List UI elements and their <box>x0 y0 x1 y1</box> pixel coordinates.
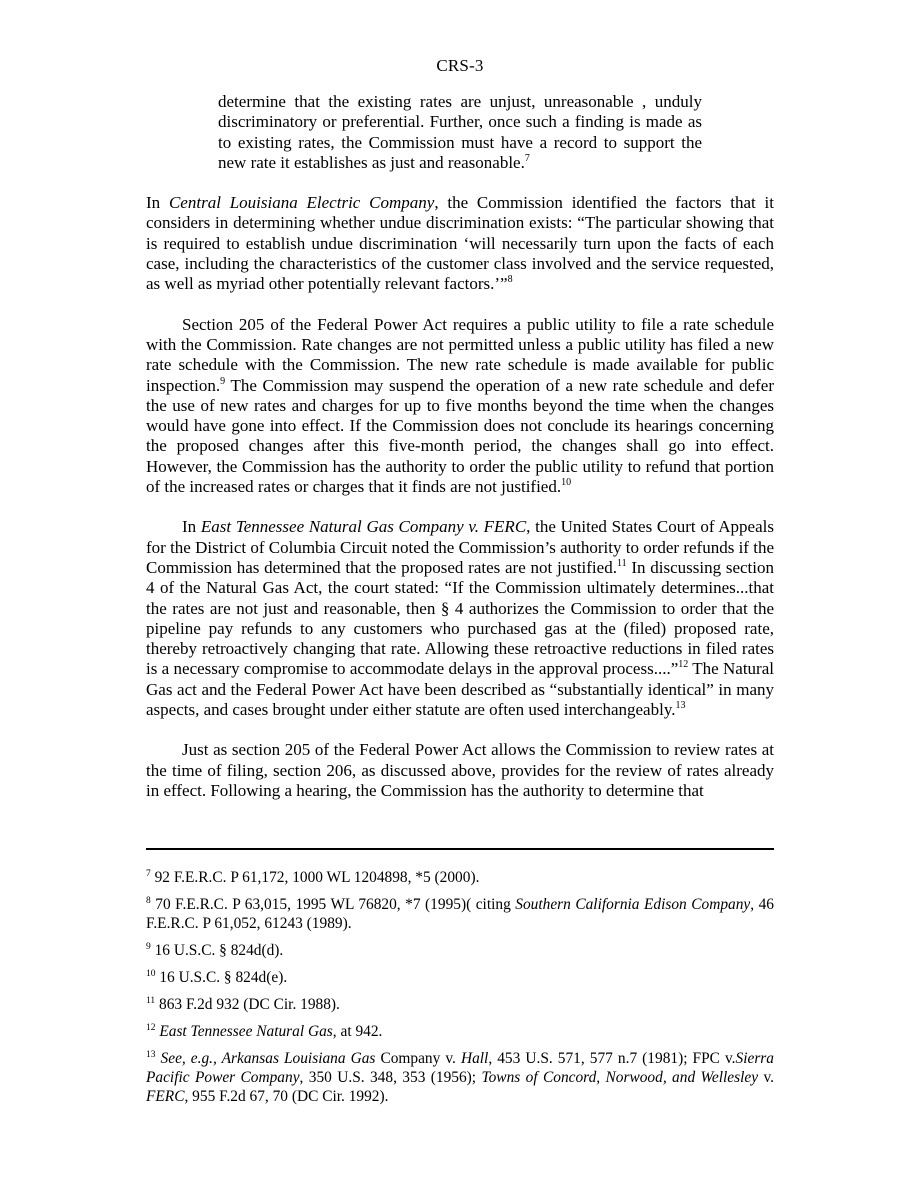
footnote-ref[interactable]: 10 <box>561 477 572 489</box>
main-body <box>146 92 774 801</box>
footnote-number: 9 <box>146 942 151 952</box>
footnote-ref[interactable]: 13 <box>675 700 686 712</box>
case-name: Sierra Pacific Power Company <box>146 1050 774 1086</box>
paragraph-text: In discussing section 4 of the Natural Gas Act, the court stated: “If the Commission ultimately determines...that the rates are not just and reasonable, then § 4 authorizes the Commission to order that the pipeline pay refunds to any customers who purchased gas at the (filed) proposed rate, thereby retroactively changing that rate. Allowing these retroactive reductions in filed rates is a necessary compromise to accommodate delays in the approval process....” <box>146 557 774 679</box>
footnote-number: 13 <box>146 1050 156 1060</box>
footnote-12 <box>146 1022 774 1041</box>
footnote-text: v. <box>758 1069 775 1086</box>
footnote-text: 16 U.S.C. § 824d(d). <box>150 942 284 959</box>
case-name: East Tennessee Natural Gas Company v. FERC <box>200 517 527 537</box>
footnote-ref[interactable]: 9 <box>220 375 226 387</box>
footnote-8 <box>146 895 774 933</box>
paragraph-text: The Commission may suspend the operation of a new rate schedule and defer the use of new rates and charges for up to five months beyond the time when the changes would have gone into effect. If the Commission does not conclude its hearings concerning the proposed changes after this five-month period, the changes shall go into effect. However, the Commission has the authority to order the public utility to refund that portion of the increased rates or charges that it finds are not justified. <box>146 375 774 497</box>
paragraph-central-louisiana <box>146 193 774 294</box>
paragraph-text: , the Commission identified the factors that it considers in determining whether undue discrimination exists: “The particular showing that is required to establish undue discrimination ‘will necessarily turn upon the facts of each case, including the characteristics of the customer class involved and the service requested, as well as myriad other potentially relevant factors.’” <box>146 193 774 294</box>
footnote-number: 7 <box>146 869 151 879</box>
case-name: Towns of Concord, Norwood, and Wellesley <box>481 1069 759 1086</box>
footnote-text: 92 F.E.R.C. P 61,172, 1000 WL 1204898, *5 (2000). <box>150 869 480 886</box>
footnote-text: , 350 U.S. 348, 353 (1956); <box>299 1069 482 1086</box>
footnote-ref[interactable]: 8 <box>507 274 513 286</box>
footnote-divider <box>146 848 774 850</box>
footnote-13 <box>146 1049 774 1106</box>
footnote-ref[interactable]: 7 <box>524 152 530 164</box>
footnote-ref[interactable]: 12 <box>678 659 689 671</box>
case-name: FERC <box>146 1088 185 1105</box>
paragraph-section-205 <box>146 315 774 498</box>
footnote-number: 10 <box>146 969 156 979</box>
footnotes <box>146 868 774 1114</box>
footnote-ref[interactable]: 11 <box>616 557 627 569</box>
footnote-11 <box>146 995 774 1014</box>
footnote-text: 863 F.2d 932 (DC Cir. 1988). <box>155 996 340 1013</box>
footnote-text: Company v. <box>375 1050 461 1067</box>
footnote-text: 70 F.E.R.C. P 63,015, 1995 WL 76820, *7 (1995)( citing <box>150 896 516 913</box>
paragraph-text: The Natural Gas act and the Federal Power Act have been described as “substantially identical” in many aspects, and cases brought under either statute are often used interchangeably. <box>146 659 774 720</box>
paragraph-section-206: Just as section 205 of the Federal Power Act allows the Commission to review rates at the time of filing, section 206, as discussed above, provides for the review of rates already in effect. Following a hearing, the Commission has the authority to determine that <box>146 740 774 800</box>
footnote-text: 16 U.S.C. § 824d(e). <box>155 969 288 986</box>
footnote-number: 8 <box>146 896 151 906</box>
case-name: Central Louisiana Electric Company <box>168 193 435 213</box>
block-quote <box>218 92 702 173</box>
paragraph-east-tennessee <box>146 517 774 720</box>
footnote-7 <box>146 868 774 887</box>
case-name: Southern California Edison Company <box>515 896 751 913</box>
footnote-10 <box>146 968 774 987</box>
paragraph-text: , the United States Court of Appeals for the District of Columbia Circuit noted the Commission’s authority to order refunds if the Commission has determined that the proposed rates are not justified. <box>146 517 774 577</box>
block-quote-text: determine that the existing rates are unjust, unreasonable , unduly discriminatory or preferential. Further, once such a finding is made as to existing rates, the Commission must have a record to support the new rate it establishes as just and reasonable. <box>218 92 702 172</box>
footnote-text: , 46 F.E.R.C. P 61,052, 61243 (1989). <box>146 896 774 932</box>
footnote-text: , 955 F.2d 67, 70 (DC Cir. 1992). <box>184 1088 389 1105</box>
paragraph-text: In <box>182 517 201 537</box>
footnote-9 <box>146 941 774 960</box>
footnote-text: , 453 U.S. 571, 577 n.7 (1981); FPC v. <box>488 1050 736 1067</box>
footnote-text: , at 942. <box>332 1023 383 1040</box>
footnote-number: 12 <box>146 1023 156 1033</box>
case-name: Hall <box>460 1050 489 1067</box>
page-header: CRS-3 <box>436 56 484 75</box>
citation-signal: See, e.g., Arkansas Louisiana Gas <box>155 1050 376 1067</box>
footnote-number: 11 <box>146 996 156 1006</box>
case-name: East Tennessee Natural Gas <box>155 1023 333 1040</box>
paragraph-text: Section 205 of the Federal Power Act requires a public utility to file a rate schedule with the Commission. Rate changes are not permitted unless a public utility has filed a new rate schedule with the Commission. The new rate schedule is made available for public inspection. <box>146 314 774 395</box>
paragraph-text: In <box>146 193 169 213</box>
